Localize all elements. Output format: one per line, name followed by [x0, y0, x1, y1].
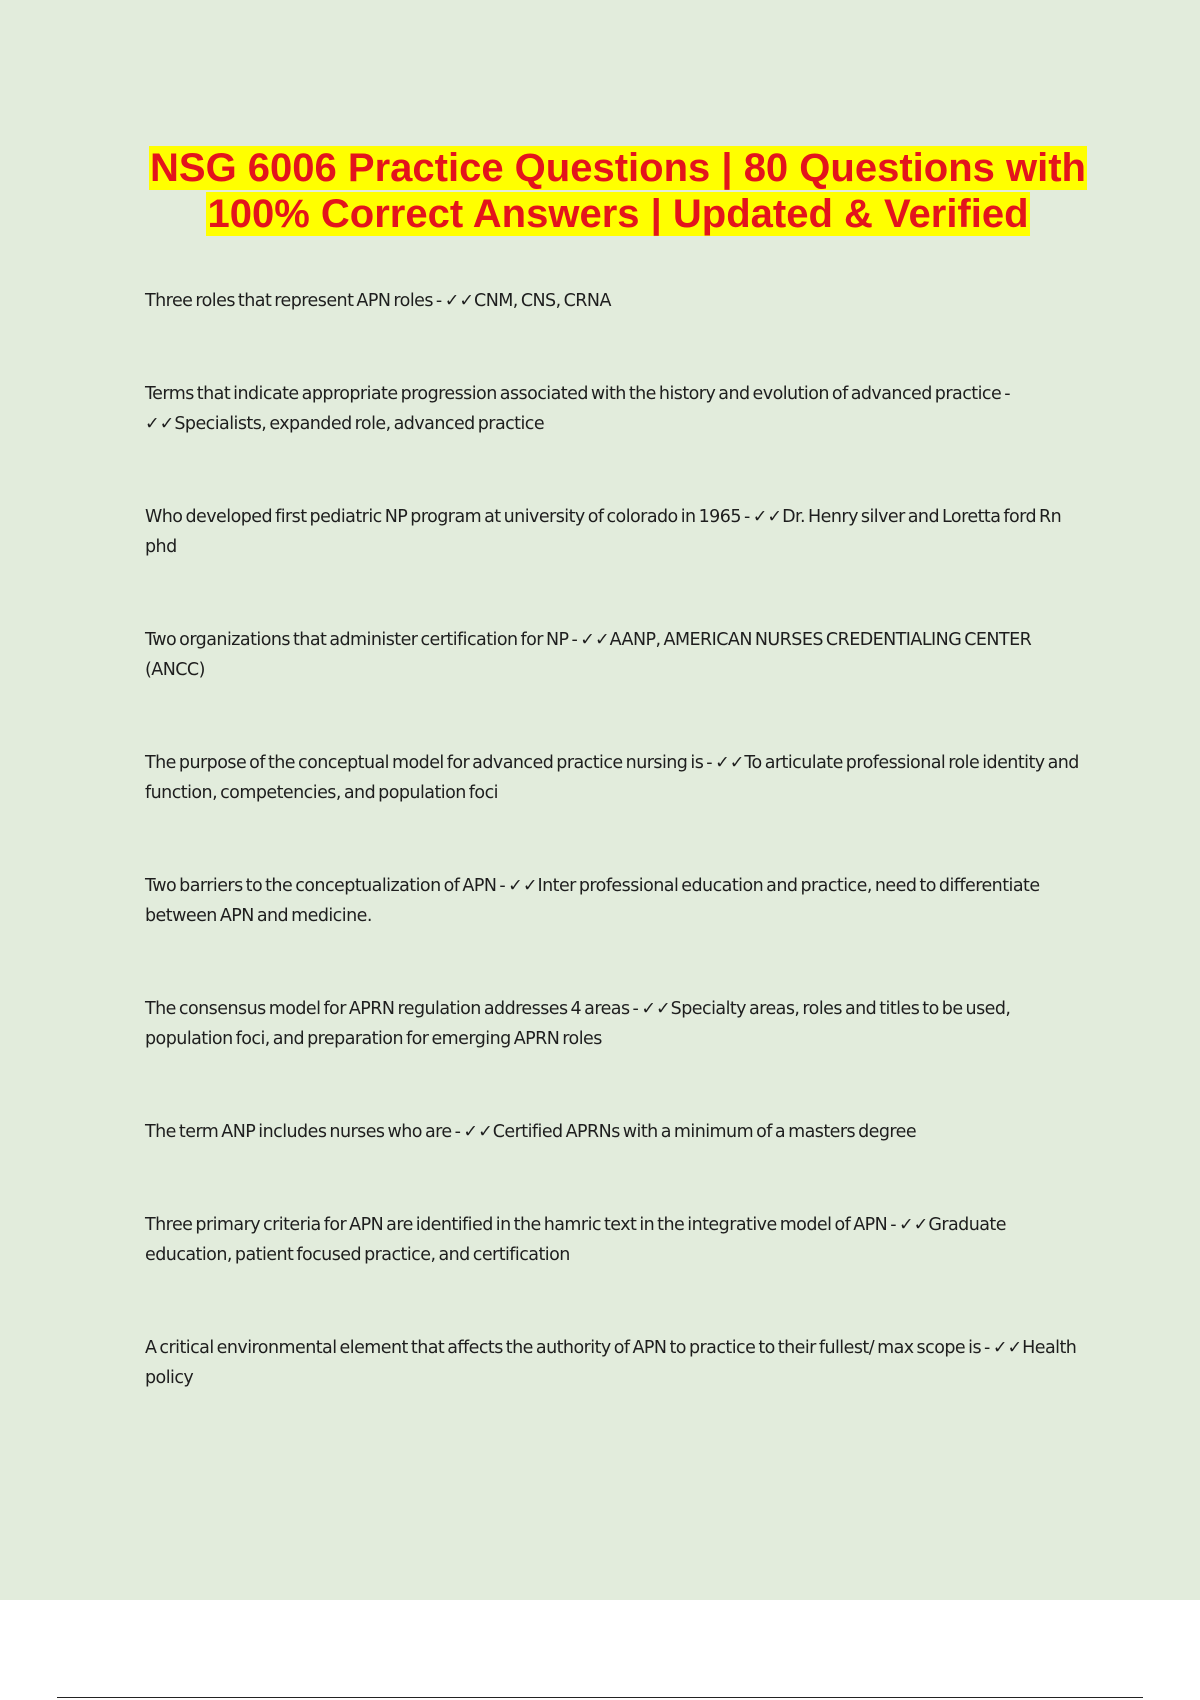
qa-item: Who developed first pediatric NP program at university of colorado in 1965 - ✓✓Dr. Henry silver and Loretta ford Rn phd	[145, 507, 1062, 557]
answer-text: Health policy	[145, 1338, 1077, 1388]
question-text: The term ANP includes nurses who are	[145, 1122, 452, 1142]
qa-item: Terms that indicate appropriate progression associated with the history and evolution of advanced practice - ✓✓Specialists, expanded role, advanced practice	[145, 384, 1010, 434]
answer-text: AANP, AMERICAN NURSES CREDENTIALING CENTER (ANCC)	[145, 630, 1032, 680]
answer-text: Graduate education, patient focused practice, and certification	[145, 1215, 1006, 1265]
answer-marker: ✓✓	[992, 1338, 1023, 1358]
answer-marker: ✓✓	[898, 1215, 929, 1235]
question-text: Two barriers to the conceptualization of APN	[145, 876, 497, 896]
question-text: A critical environmental element that affects the authority of APN to practice to their fullest/ max scope is	[145, 1338, 982, 1358]
question-text: Who developed first pediatric NP program at university of colorado in 1965	[145, 507, 741, 527]
answer-marker: ✓✓	[715, 753, 745, 773]
qa-item: Two barriers to the conceptualization of APN - ✓✓Inter professional education and practice, need to differentiate between APN and medicine.	[145, 876, 1040, 926]
footer-divider	[57, 1697, 1143, 1698]
title-line-1: NSG 6006 Practice Questions | 80 Questions with	[150, 146, 1086, 190]
answer-marker: ✓✓	[444, 291, 475, 311]
qa-item: Two organizations that administer certification for NP - ✓✓AANP, AMERICAN NURSES CREDENTIALING CENTER (ANCC)	[145, 630, 1032, 680]
answer-marker: ✓✓	[145, 414, 175, 434]
answer-marker: ✓✓	[641, 999, 671, 1019]
answer-marker: ✓✓	[463, 1122, 493, 1142]
qa-item: The purpose of the conceptual model for advanced practice nursing is - ✓✓To articulate professional role identity and function, competencies, and population foci	[145, 753, 1079, 803]
answer-text: Specialists, expanded role, advanced practice	[174, 414, 545, 434]
question-text: Terms that indicate appropriate progression associated with the history and evolution of advanced practice	[145, 384, 1002, 404]
answer-text: CNM, CNS, CRNA	[474, 291, 611, 311]
question-text: The consensus model for APRN regulation addresses 4 areas	[145, 999, 630, 1019]
qa-item: The consensus model for APRN regulation addresses 4 areas - ✓✓Specialty areas, roles and titles to be used, population foci, and preparation for emerging APRN roles	[145, 999, 1011, 1049]
qa-item: Three primary criteria for APN are identified in the hamric text in the integrative model of APN - ✓✓Graduate education, patient focused practice, and certification	[145, 1215, 1006, 1265]
answer-text: Certified APRNs with a minimum of a masters degree	[492, 1122, 917, 1142]
answer-text: Inter professional education and practice, need to differentiate between APN and medicine.	[145, 876, 1040, 926]
question-text: Three primary criteria for APN are identified in the hamric text in the integrative model of APN	[145, 1215, 888, 1235]
answer-text: To articulate professional role identity and function, competencies, and population foci	[145, 753, 1079, 803]
qa-item: A critical environmental element that affects the authority of APN to practice to their fullest/ max scope is - ✓✓Health policy	[145, 1338, 1077, 1388]
document-title	[145, 145, 1091, 237]
question-text: Three roles that represent APN roles	[145, 291, 433, 311]
answer-marker: ✓✓	[580, 630, 610, 650]
answer-text: Dr. Henry silver and Loretta ford Rn phd	[145, 507, 1062, 557]
question-text: Two organizations that administer certification for NP	[145, 630, 569, 650]
answer-text: Specialty areas, roles and titles to be used, population foci, and preparation for emerging APRN roles	[145, 999, 1011, 1049]
title-line-2: 100% Correct Answers | Updated & Verified	[207, 192, 1029, 236]
answer-marker: ✓✓	[752, 507, 783, 527]
question-text: The purpose of the conceptual model for advanced practice nursing is	[145, 753, 704, 773]
answer-marker: ✓✓	[508, 876, 538, 896]
qa-item: Three roles that represent APN roles - ✓✓CNM, CNS, CRNA	[145, 291, 611, 311]
qa-item: The term ANP includes nurses who are - ✓✓Certified APRNs with a minimum of a masters degree	[145, 1122, 917, 1142]
qa-list	[145, 286, 1085, 1393]
